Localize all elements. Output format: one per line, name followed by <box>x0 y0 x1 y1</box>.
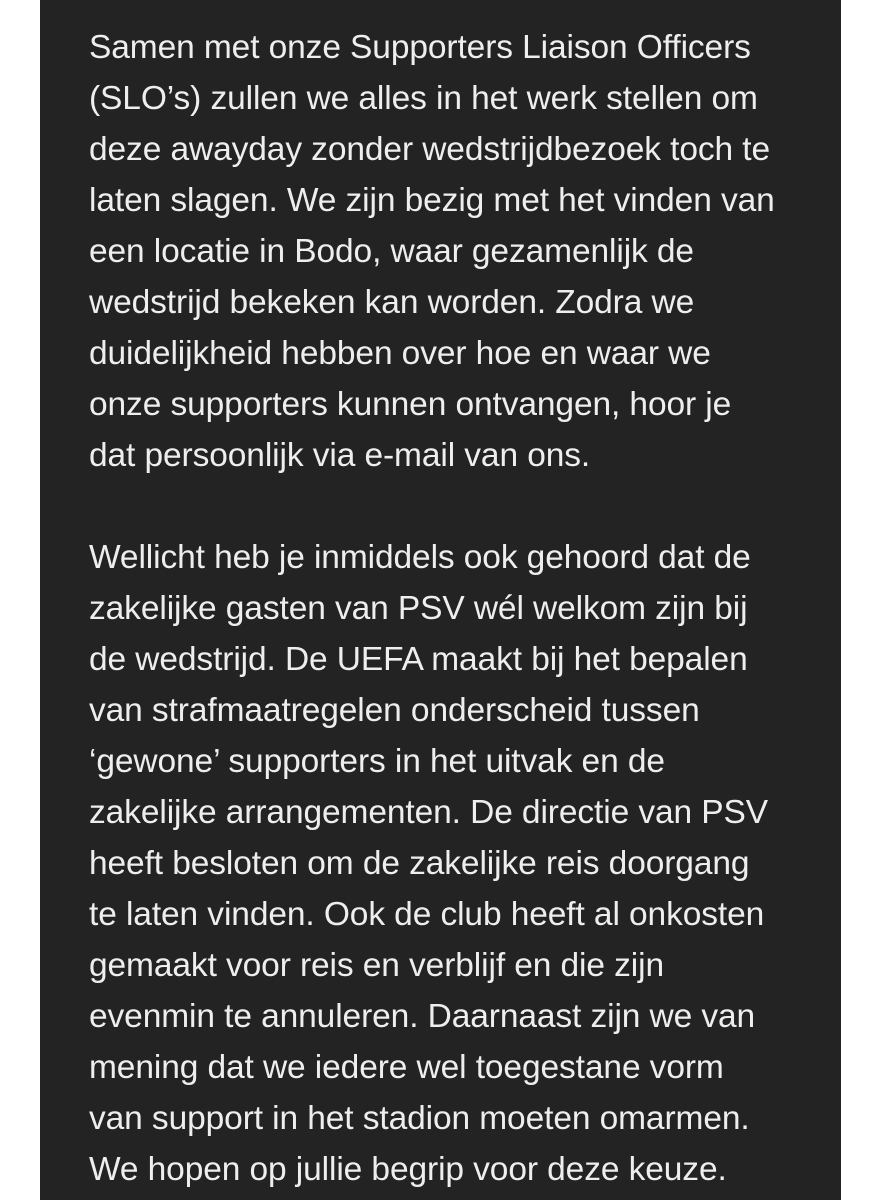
text-line: van support in het stadion moeten omarmen. <box>89 1100 750 1137</box>
text-line: een locatie in Bodo, waar gezamenlijk de <box>89 233 694 270</box>
text-line: We hopen op jullie begrip voor deze keuze. <box>89 1151 727 1188</box>
text-line: Wellicht heb je inmiddels ook gehoord dat de <box>89 539 751 576</box>
text-line: mening dat we iedere wel toegestane vorm <box>89 1049 724 1086</box>
text-line: duidelijkheid hebben over hoe en waar we <box>89 335 711 372</box>
text-line: laten slagen. We zijn bezig met het vinden van <box>89 182 775 219</box>
text-line: onze supporters kunnen ontvangen, hoor je <box>89 386 732 423</box>
text-line: wedstrijd bekeken kan worden. Zodra we <box>89 284 695 321</box>
text-line: te laten vinden. Ook de club heeft al onkosten <box>89 896 765 933</box>
document-body <box>89 22 809 1195</box>
text-line: zakelijke gasten van PSV wél welkom zijn bij <box>89 590 748 627</box>
text-line: de wedstrijd. De UEFA maakt bij het bepalen <box>89 641 748 678</box>
text-line: zakelijke arrangementen. De directie van PSV <box>89 794 768 831</box>
text-line: dat persoonlijk via e-mail van ons. <box>89 437 591 474</box>
text-line: gemaakt voor reis en verblijf en die zijn <box>89 947 664 984</box>
text-line: (SLO’s) zullen we alles in het werk stellen om <box>89 80 758 117</box>
text-line: deze awayday zonder wedstrijdbezoek toch te <box>89 131 770 168</box>
text-line: van strafmaatregelen onderscheid tussen <box>89 692 700 729</box>
text-line: Samen met onze Supporters Liaison Officers <box>89 29 751 66</box>
text-line: ‘gewone’ supporters in het uitvak en de <box>89 743 665 780</box>
text-line: evenmin te annuleren. Daarnaast zijn we van <box>89 998 756 1035</box>
text-line: heeft besloten om de zakelijke reis doorgang <box>89 845 750 882</box>
paragraph-business-guests <box>89 532 809 1195</box>
paragraph-awayday-plans <box>89 22 809 481</box>
